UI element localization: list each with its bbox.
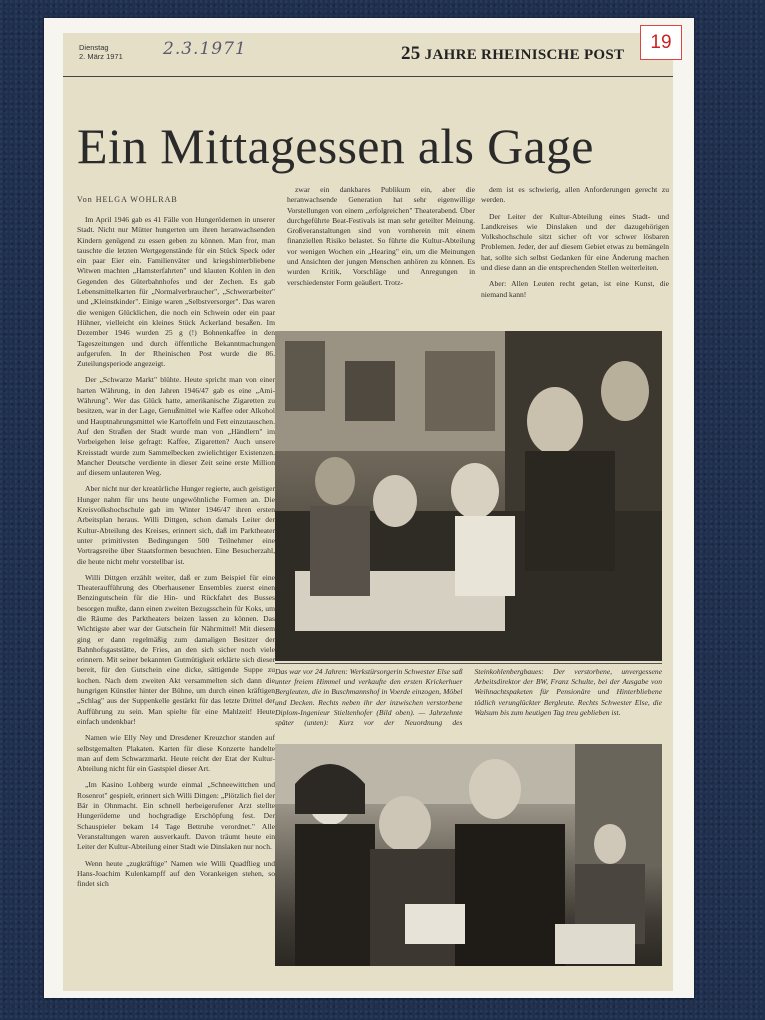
paragraph: Willi Dittgen erzählt weiter, daß er zum Beispiel für eine Theateraufführung des Oberhausener Ensembles zuerst einen Benzingutschein für die Hin- und Rückfahrt des Busses besorgen mußte, dann einen zweiten Bezugsschein für Koks, um die Räume des Parktheaters beizen lassen zu können. Das Wichtigste aber war der Gutschein für Nährmittel! Mit diesem ging er dann regelmäßig zum damaligen Besitzer der Bahnhofsgaststätte, de Fries, an den sich sicher noch viele erinnern. Mit seiner bekannten Gutmütigkeit erklärte sich dieser bereit, für den Gutschein eine dicke, sättigende Suppe zu kochen. Nach dem zweiten Akt versammelten sich dann die hungrigen Künstler hinter der Bühne, um durch einen kräftigen „Schlag" aus der Suppenkelle gestärkt für das letzte Drittel der Aufführung zu sein. Man spielte für eine Mahlzeit! Heute einfach undenkbar! [77,572,275,726]
handwritten-date: 2.3.1971 [163,39,247,59]
header-rule [63,76,673,77]
paragraph: zwar ein dankbares Publikum ein, aber die heranwachsende Generation hat sehr eigenwillige Vorstellungen von einem „erfolgreichen" Theaterabend. Über durchgeführte Beat-Festivals ist man sehr geteilter Meinung. Großveranstaltungen sind von vornherein mit einem finanziellen Risiko belastet. So führte die Kultur-Abteilung vor wenigen Wochen ein „Hearing" ein, um die Meinungen und Ansichten der jungen Menschen anhören zu können. Es wurden Kritik, Vorschläge und Anregungen in verschiedenster Form geäußert. Trotz- [287,185,475,287]
historic-photo-1946 [275,331,662,661]
photo-christmas-packages [275,744,662,966]
photo-caption: Das war vor 24 Jahren: Werkstürsorgerin Schwester Else saß unter freiem Himmel und verkaufte den ersten Krickerhuer Bergleuten, die in Buschmannshof in Voerde einzogen, Möbel und Decken. Rechts neben ihr der inzwischen verstorbene Diplom-Ingenieur Stieltenhofer (Bild oben). — Jahrzehnte später (unten): Kurz vor der Neuordnung des Steinkohlenbergbaues: Der verstorbene, unvergessene Arbeitsdirektor der BW, Franz Schulte, bei der Ausgabe von Weihnachtspaketen für Pensionäre und Hinterbliebene tödlich verunglückter Bergleute. Rechts Schwester Else, die Walsum bis zum heutigen Tag treu geblieben ist. [275,667,662,728]
paper-title: JAHRE RHEINISCHE POST [424,47,625,63]
weekday: Dienstag [79,43,109,52]
paragraph: Aber nicht nur der kreatürliche Hunger regierte, auch geistiger Hunger nahm für uns heute ungewöhnliche Formen an. Die Kreisvolkshochschule gab im Winter 1946/47 ihren ersten Arbeitsplan heraus. Willi Dittgen, schon damals Leiter der Kultur-Abteilung des Kreises, erinnert sich, daß im Parktheater unter primitivsten Bedingungen 500 Teilnehmer eine Vortragsreihe über Staatsformen besuchten. Eine Besucherzahl, die heute nicht mehr vorstellbar ist. [77,484,275,566]
photo-packages-graphic [275,744,662,966]
newspaper-clipping [63,33,673,991]
article-headline: Ein Mittagessen als Gage [77,118,594,174]
paragraph: Im April 1946 gab es 41 Fälle von Hungerödemen in unserer Stadt. Nicht nur Mütter hungerten um ihren heranwachsenden Kindern genügend zu essen geben zu können. Man fror, man tauschte die letzten Wertgegenstände für ein Stück Speck oder ein paar Eier ein. Familienväter und kriegshinterbliebene Witwen machten „Hamsterfahrten" und klauten Kohlen in den Gegenden des Güterbahnhofes und der Zechen. Es gab Lebensmittelkarten für „Normalverbraucher", „Schwerarbeiter" und „Kleinstkinder". Einige waren „Selbstversorger". Das waren die wenigen Glücklichen, die noch ein Schwein oder ein paar Hühner, vielleicht ein kleines Stück Ackerland besaßen. Im Dezember 1946 wurden 25 g (!) Bohnenkaffee in den Tageszeitungen und durch öffentliche Bekanntmachungen aufgerufen. In der Rheinischen Post wurde die 86. Zuteilungsperiode angezeigt. [77,215,275,369]
article-column-1 [77,215,275,985]
paragraph: „Im Kasino Lohberg wurde einmal „Schneewittchen und Rosenrot" gespielt, erinnert sich Willi Dittgen: „Plötzlich fiel der Bär in Ohnmacht. Ein schnell herbeigerufener Arzt stellte Hungerödeme und hochgradige Erschöpfung fest. Der Schauspieler bekam 14 Tage Bettruhe verordnet." Alle Veranstaltungen waren ausverkauft. Davon träumt heute ein Leiter der Kultur-Abteilung einer Stadt wie Dinslaken nur noch. [77,780,275,852]
article-byline: Von HELGA WOHLRAB [77,195,178,204]
caption-rule [275,663,662,664]
issue-date [79,43,123,61]
page-number-label: 19 [640,25,682,60]
newspaper-name [401,43,624,65]
paragraph: Wenn heute „zugkräftige" Namen wie Willi Quadflieg und Hans-Joachim Kulenkampff auf den Vorankeigen stehen, so findet sich [77,858,275,889]
paragraph: Der „Schwarze Markt" blühte. Heute spricht man von einer harten Währung, in den Jahren 1946/47 gab es eine „Ami-Währung". Wer das Glück hatte, amerikanische Zigaretten zu besitzen, war in der Lage, Genußmittel wie Kaffee oder Alkohol und Hauptnahrungsmittel wie Kartoffeln und Fett einzutauschen. Auf den Straßen der Stadt wurde man von „Händlern" im Vorbeigehen leise gefragt: Kaffee, Zigaretten? Auch unsere Kreisstadt wurde zum Sammelbecken zwielichtiger Existenzen. Mancher Deutsche verdiente in dieser Zeit seine erste Million auf diesem unlauteren Weg. [77,375,275,478]
photo-1946-graphic [275,331,662,661]
paragraph: dem ist es schwierig, allen Anforderungen gerecht zu werden. [481,185,669,205]
date: 2. März 1971 [79,52,123,61]
anniversary-number: 25 [401,43,421,64]
paragraph: Aber: Allen Leuten recht getan, ist eine Kunst, die niemand kann! [481,279,669,299]
paragraph: Namen wie Elly Ney und Dresdener Kreuzchor standen auf selbstgemalten Plakaten. Karten für diese Konzerte handelte man auf dem Schwarzmarkt. Heute reicht der Etat der Kultur-Abteilung nicht für ein Gastspiel dieser Art. [77,733,275,774]
paragraph: Der Leiter der Kultur-Abteilung eines Stadt- und Landkreises wie Dinslaken und der dazugehörigen Volkshochschule sitzt sicher oft vor schwer lösbaren Problemen. Jeder, der auf diesem Gebiet etwas zu bemängeln hat, sollte sich selbst Gedanken für eine Änderung machen und diese dann an die entsprechenden Stellen weiterleiten. [481,211,669,273]
